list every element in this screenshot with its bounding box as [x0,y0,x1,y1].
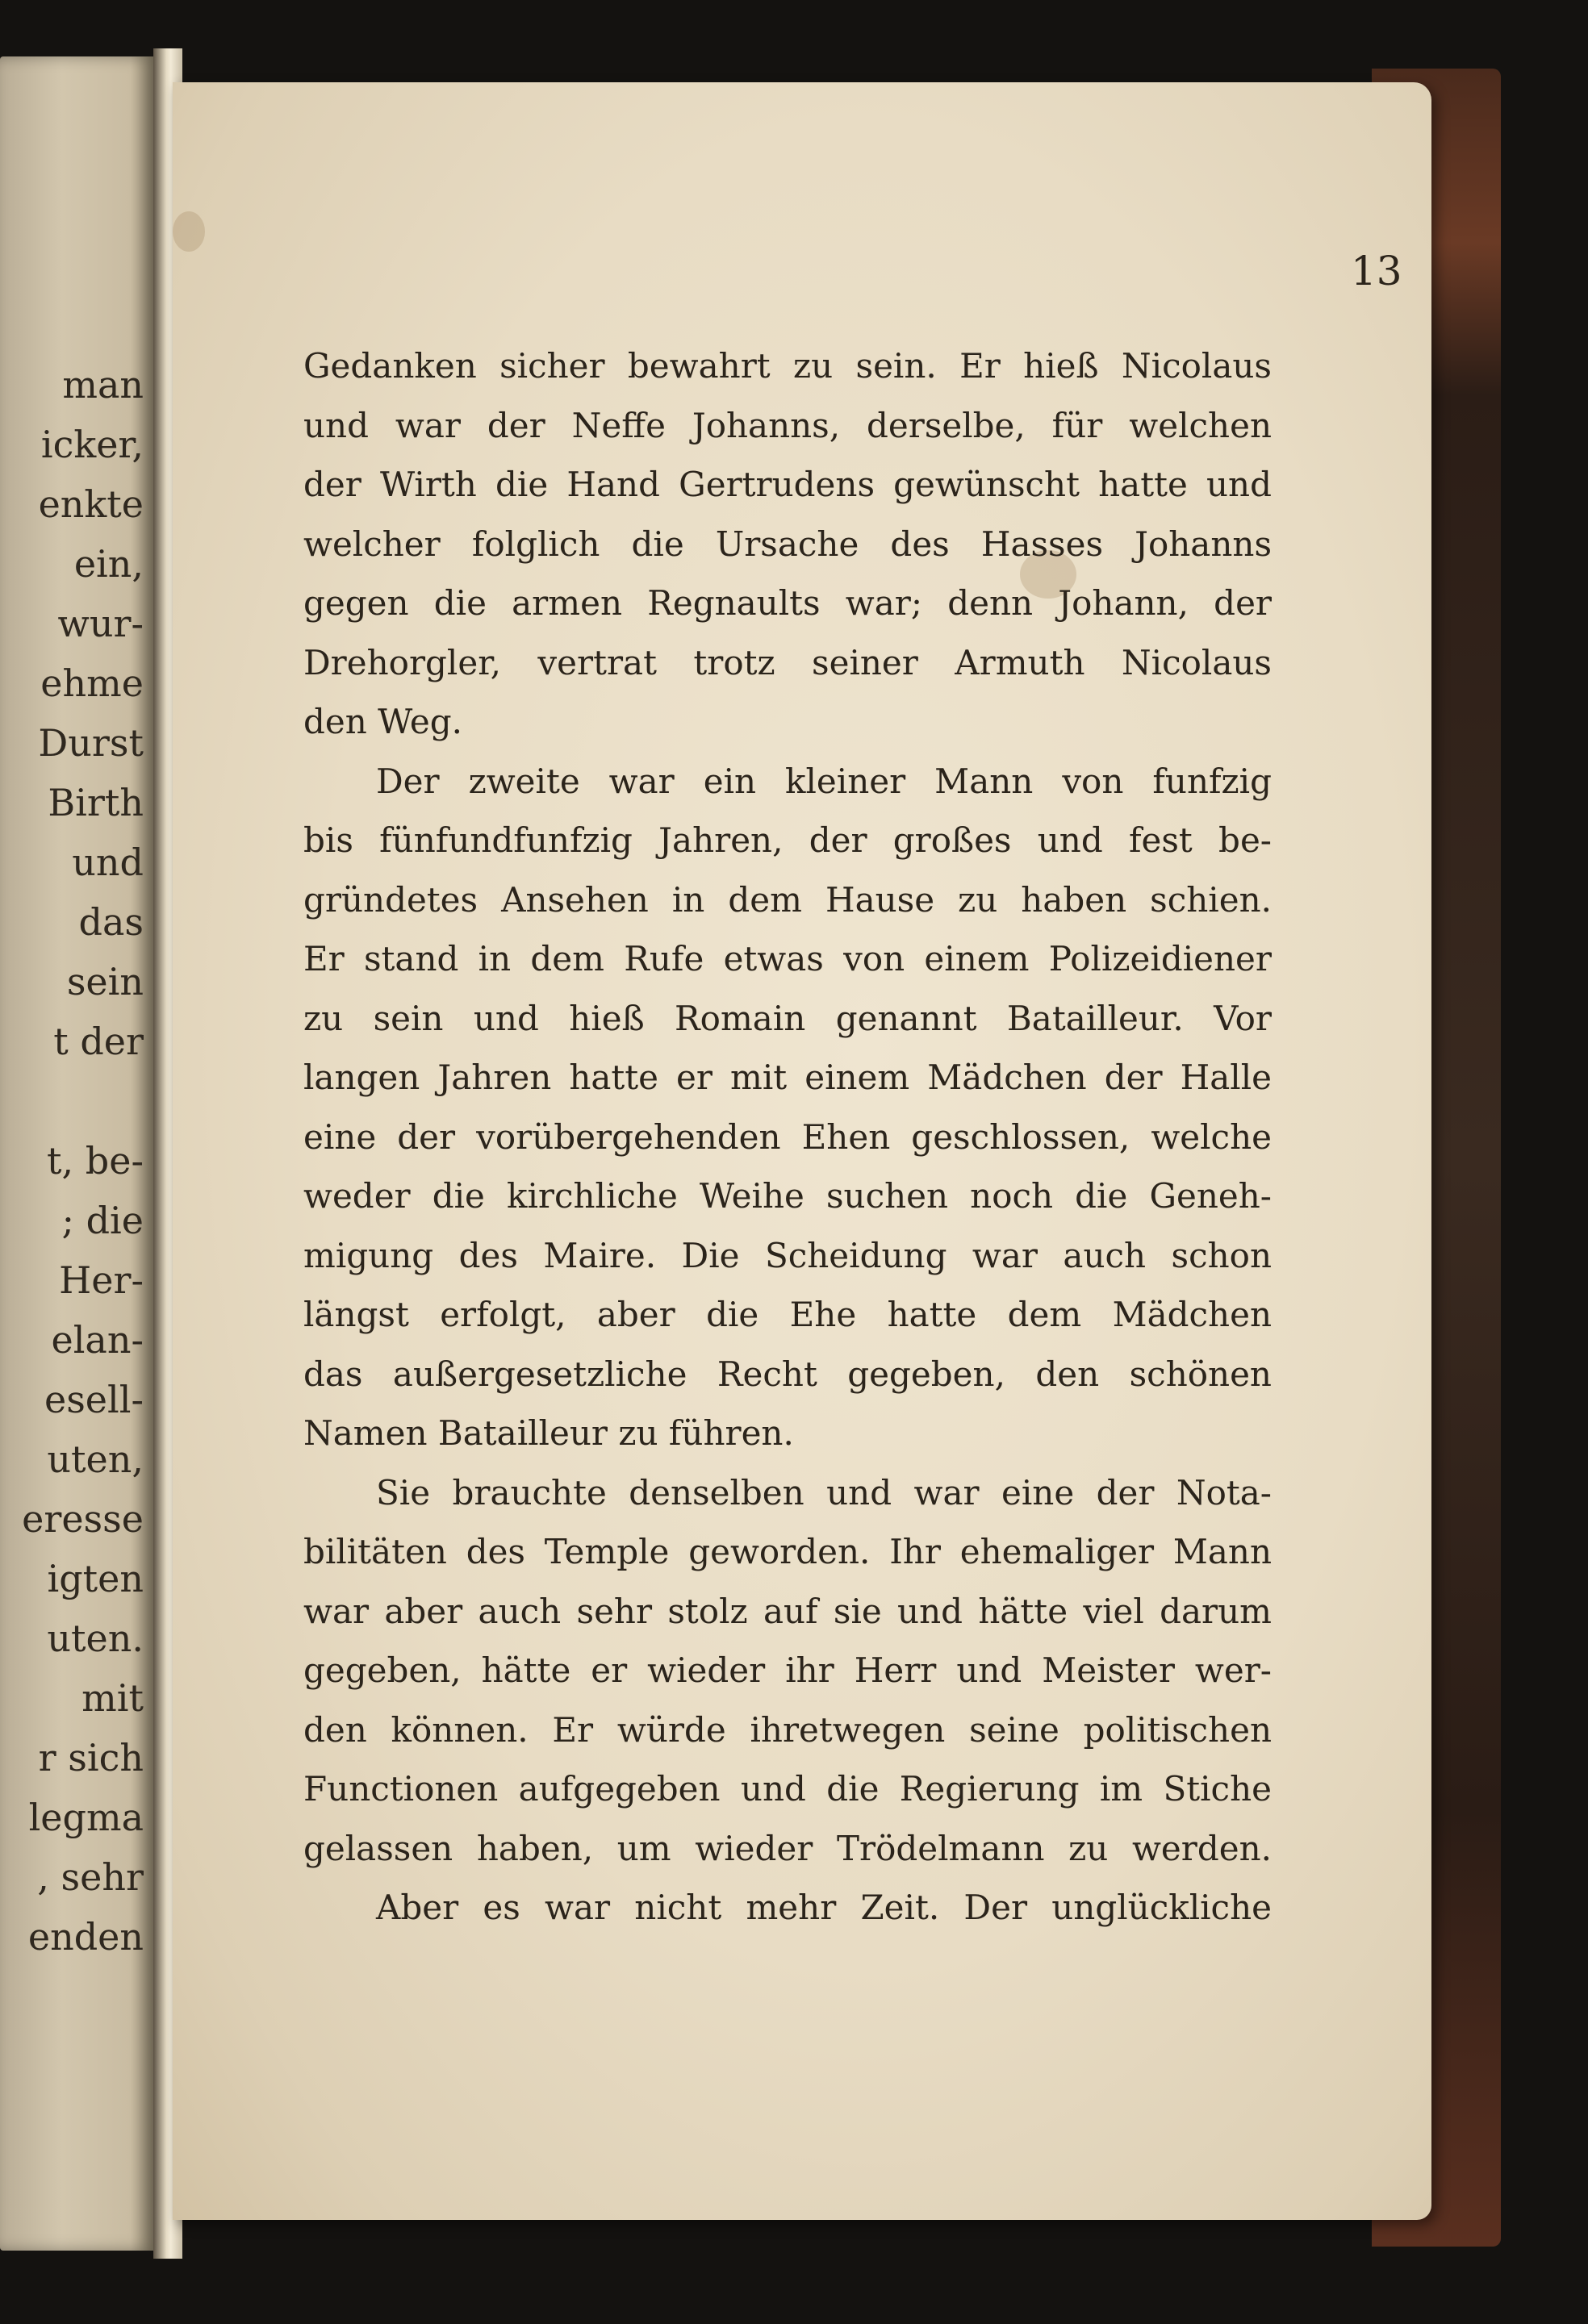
facing-page-line: Durst [38,721,144,765]
facing-page-line [6,1071,144,1131]
text-line: Drehorgler, vertrat trotz seiner Armuth Nicolaus [303,642,1272,682]
text-line: zu sein und hieß Romain genannt Batailleur. Vor [303,998,1272,1038]
facing-page-text [6,355,144,1967]
text-line: langen Jahren hatte er mit einem Mädchen der Halle [303,1058,1272,1097]
page-body-text [303,336,1272,1938]
facing-page [0,56,153,2251]
text-line: gegeben, hätte er wieder ihr Herr und Meister wer- [303,1650,1272,1690]
text-line: gelassen haben, um wieder Trödelmann zu werden. [303,1828,1272,1868]
facing-page-line: mit [81,1676,144,1720]
text-line: der Wirth die Hand Gertrudens gewünscht hatte und [303,465,1272,504]
facing-page-line: Her- [59,1258,144,1302]
text-line: das außergesetzliche Recht gegeben, den schönen [303,1354,1272,1394]
facing-page-line: uten. [47,1617,144,1660]
facing-page-line: , sehr [37,1855,144,1899]
facing-page-line: esell- [44,1378,144,1421]
facing-page-line: ein, [73,542,144,586]
facing-page-line: sein [66,960,144,1003]
facing-page-line: legma [28,1796,144,1839]
facing-page-line: enkte [38,482,144,526]
text-line: bis fünfundfunfzig Jahren, der großes und fest be- [303,820,1272,860]
text-line: migung des Maire. Die Scheidung war auch schon [303,1235,1272,1275]
page-number: 13 [1351,248,1402,294]
facing-page-line: und [72,841,144,884]
facing-page-line: elan- [51,1318,144,1362]
facing-page-line: t, be- [47,1139,144,1183]
text-line: gegen die armen Regnaults war; denn Johann, der [303,583,1272,623]
text-line: welcher folglich die Ursache des Hasses Johanns [303,524,1272,564]
facing-page-line: igten [47,1557,144,1600]
text-line: gründetes Ansehen in dem Hause zu haben schien. [303,879,1272,920]
facing-page-line: uten, [47,1437,144,1481]
text-line: den können. Er würde ihretwegen seine politischen [303,1709,1272,1750]
text-line: weder die kirchliche Weihe suchen noch die Geneh- [303,1176,1272,1216]
text-line: den Weg. [303,702,462,741]
facing-page-line: r sich [38,1736,144,1780]
text-line: Aber es war nicht mehr Zeit. Der unglückliche [376,1888,1272,1927]
text-line: längst erfolgt, aber die Ehe hatte dem Mädchen [303,1295,1272,1334]
text-line: Functionen aufgegeben und die Regierung im Stiche [303,1769,1272,1809]
facing-page-line: t der [53,1020,144,1063]
text-line: Sie brauchte denselben und war eine der Nota- [376,1472,1272,1512]
stain-mark [173,211,205,252]
book-page [173,82,1431,2220]
text-line: bilitäten des Temple geworden. Ihr ehemaliger Mann [303,1532,1272,1571]
facing-page-line: wur- [57,602,144,645]
facing-page-line: ; die [61,1199,144,1242]
facing-page-line: ehme [40,661,144,705]
facing-page-line: enden [27,1915,144,1959]
facing-page-line: Birth [48,781,144,824]
facing-page-line: das [78,900,144,944]
facing-page-line: man [62,363,144,407]
text-line: Er stand in dem Rufe etwas von einem Polizeidiener [303,939,1272,978]
text-line: Gedanken sicher bewahrt zu sein. Er hieß Nicolaus [303,346,1272,386]
facing-page-line: icker, [40,423,144,466]
facing-page-line: eresse [22,1497,144,1541]
text-line: Namen Batailleur zu führen. [303,1413,794,1453]
text-line: und war der Neffe Johanns, derselbe, für welchen [303,405,1272,445]
text-line: war aber auch sehr stolz auf sie und hätte viel darum [303,1591,1272,1631]
text-line: eine der vorübergehenden Ehen geschlossen, welche [303,1116,1272,1157]
text-line: Der zweite war ein kleiner Mann von funfzig [376,761,1272,801]
